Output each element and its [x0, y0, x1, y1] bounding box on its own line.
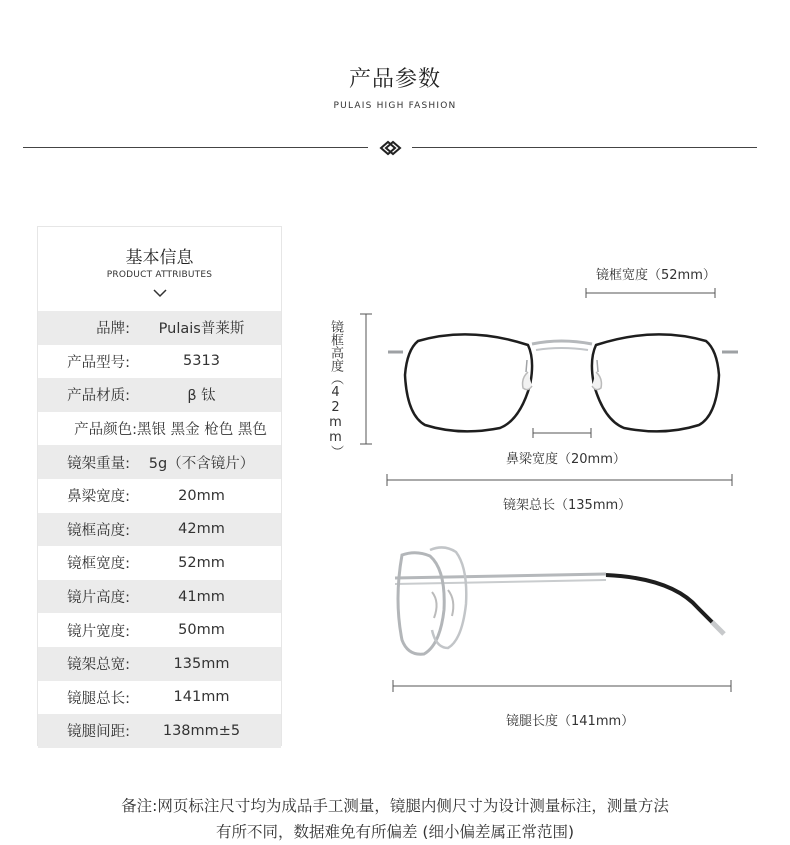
frame-height-label: 镜框高度（42mm）: [328, 320, 343, 458]
card-subtitle: PRODUCT ATTRIBUTES: [106, 270, 213, 280]
frame-height-dimension-line: [360, 314, 372, 444]
spec-label: 产品颜色:: [74, 422, 137, 439]
spec-value: 141mm: [173, 689, 230, 706]
footnote-line-2: 有所不同，数据难免有所偏差 (细小偏差属正常范围): [215, 823, 575, 841]
page-subtitle: PULAIS HIGH FASHION: [333, 101, 457, 111]
spec-value: β 钛: [187, 388, 216, 405]
spec-label: 镜片高度:: [67, 590, 130, 607]
spec-label: 镜腿间距:: [67, 724, 130, 741]
spec-value: 52mm: [178, 554, 225, 571]
card-title: 基本信息: [125, 248, 194, 268]
page-title: 产品参数: [348, 67, 441, 92]
spec-label: 产品材质:: [67, 388, 130, 405]
spec-label: 镜框宽度:: [67, 556, 130, 573]
spec-label: 镜架重量:: [67, 455, 130, 472]
spec-value: Pulais普莱斯: [158, 321, 245, 338]
spec-label: 镜框高度:: [67, 522, 130, 539]
front-view-glasses: [388, 334, 738, 431]
spec-value: 42mm: [178, 521, 225, 538]
spec-value: 黑银 黑金 枪色 黑色: [137, 422, 267, 439]
spec-value: 138mm±5: [162, 722, 241, 739]
spec-label: 产品型号:: [67, 354, 130, 371]
spec-value: 50mm: [178, 622, 225, 639]
bridge-width-dimension-line: [533, 428, 591, 438]
bridge-width-label: 鼻梁宽度（20mm）: [506, 452, 626, 467]
spec-value: 20mm: [178, 487, 225, 504]
footnote-line-1: 备注:网页标注尺寸均为成品手工测量，镜腿内侧尺寸为设计测量标注，测量方法: [121, 797, 669, 815]
spec-label: 镜架总宽:: [67, 657, 130, 674]
frame-width-label: 镜框宽度（52mm）: [596, 268, 716, 283]
total-width-dimension-line: [387, 474, 732, 486]
side-view-glasses: [395, 547, 724, 654]
spec-label: 镜片宽度:: [67, 623, 130, 640]
total-width-label: 镜架总长（135mm）: [503, 498, 632, 513]
spec-value: 5313: [183, 353, 220, 370]
frame-width-dimension-line: [586, 288, 715, 298]
spec-label: 鼻梁宽度:: [67, 489, 130, 506]
spec-label: 镜腿总长:: [67, 690, 130, 707]
spec-label: 品牌:: [96, 321, 130, 338]
spec-value: 5g（不含镜片）: [148, 455, 255, 472]
temple-length-dimension-line: [393, 680, 731, 692]
spec-value: 135mm: [173, 655, 230, 672]
temple-length-label: 镜腿长度（141mm）: [506, 714, 635, 729]
spec-value: 41mm: [178, 588, 225, 605]
